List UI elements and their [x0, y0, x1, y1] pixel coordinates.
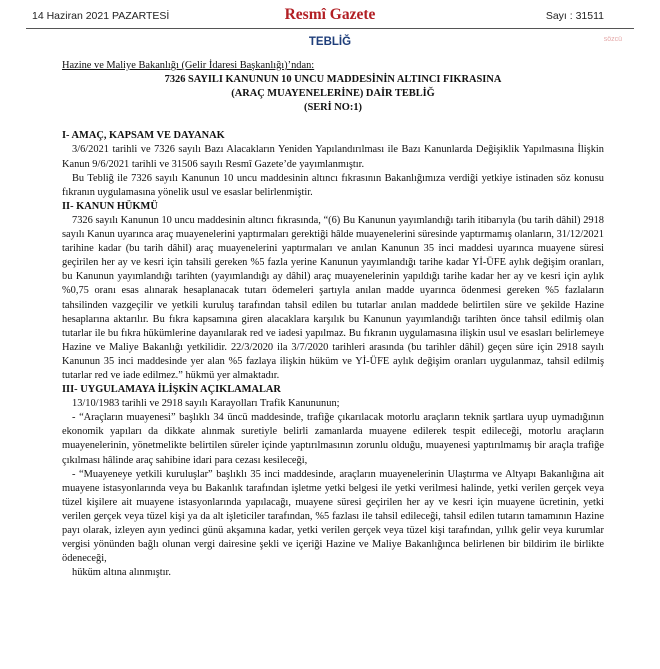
gazette-header	[0, 6, 660, 28]
paragraph: - “Araçların muayenesi” başlıklı 34 üncü maddesinde, trafiğe çıkarılacak motorlu araçların teknik şartlara uyup uymadığının ekonomik yapıları da dikkate alınmak suretiyle belirli zamanlarda muayene edilerek tespit edileceği, motorlu araçların muayenelerinin, yönetmelikte belirtilen süreler içinde yaptırılmasının zorunlu olduğu, muayenesi yaptırılmamış bir araçla trafiğe çıkılması hâlinde araç sahibine idari para cezası kesileceği,	[62, 412, 604, 466]
document-title	[62, 73, 604, 115]
gazette-title: Resmî Gazete	[284, 6, 376, 23]
document-type: TEBLİĞ	[308, 36, 352, 48]
issue-date: 14 Haziran 2021 PAZARTESİ	[32, 10, 170, 22]
section-heading-3: III- UYGULAMAYA İLİŞKİN AÇIKLAMALAR	[62, 384, 281, 396]
title-line-2: (ARAÇ MUAYENELERİNE) DAİR TEBLİĞ	[231, 88, 435, 100]
document-body	[62, 59, 604, 580]
title-line-3: (SERİ NO:1)	[303, 102, 363, 114]
section-heading-2: II- KANUN HÜKMÜ	[62, 200, 158, 212]
paragraph: hüküm altına alınmıştır.	[72, 567, 171, 579]
paragraph: 3/6/2021 tarihli ve 7326 sayılı Bazı Alacakların Yeniden Yapılandırılması ile Bazı Kanunlarda Değişiklik Yapılmasına İlişkin Kanun 9/6/2021 tarihli ve 31506 sayılı Resmî Gazete’de yayımlanmıştır.	[62, 144, 604, 170]
paragraph: 13/10/1983 tarihli ve 2918 sayılı Karayolları Trafik Kanununun;	[72, 398, 340, 410]
watermark: sözcü	[603, 36, 622, 43]
paragraph: 7326 sayılı Kanunun 10 uncu maddesinin altıncı fıkrasında, “(6) Bu Kanunun yayımlandığı tarih itibarıyla (bu tarih dâhil) 2918 sayılı Kanun uyarınca araç muayenelerini yaptırmaları gerektiği hâlde muayenelerini süresinde yaptırmamış olanların, 31/12/2021 tarihine kadar (bu tarih dâhil) araç muayenelerini yaptırmaları ve anılan Kanunun 35 inci maddesi uyarınca muayene süresi geçirilen her ay ve kesri için tahsili gereken %5 fazla yerine Kanunun yayımlandığı tarihe kadar Yİ-ÜFE aylık değişim oranları, bu Kanunun yayımlandığı tarihten (yayımlandığı ay dâhil) araç muayenelerinin yapıldığı tarihe kadar her ay ve kesri için aylık %0,75 oranı esas alınarak hesaplanacak tutarı ödemeleri şartıyla anılan madde uyarınca ödenmesi gereken %5 fazlaların tahsilinden vazgeçilir ve yetkili kuruluş tarafından tahsil edilen bu tutarlar anılan maddede belirtilen süre ve şekilde Hazine hesaplarına aktarılır. Bu fıkra kapsamına giren alacaklara karşılık bu Kanunun yayımlandığı tarihten önce tahsil edilmiş olan tutarlar ile bu fıkra hükümlerine dayanılarak red ve iadesi yapılmaz. Bu fıkranın uygulamasına ilişkin usul ve esasları belirlemeye Hazine ve Maliye Bakanlığı yetkilidir. 22/3/2020 ila 3/7/2020 tarihleri arasında (bu tarihler dâhil) geçen süre için 2918 sayılı Kanunun 35 inci maddesinde yer alan %5 fazlaya ilişkin hüküm ve Yİ-ÜFE aylık değişim oranları uygulanmaz, tahsil edilmiş tutarlar red ve iade edilmez.” hükmü yer almaktadır.	[62, 214, 604, 381]
title-line-1: 7326 SAYILI KANUNUN 10 UNCU MADDESİNİN ALTINCI FIKRASINA	[164, 74, 502, 86]
header-rule	[26, 28, 634, 29]
issue-number: Sayı : 31511	[545, 10, 604, 22]
paragraph: - “Muayeneye yetkili kuruluşlar” başlıklı 35 inci maddesinde, araçların muayenelerinin Ulaştırma ve Altyapı Bakanlığına ait muayene istasyonlarında veya bu Bakanlık tarafından işletme yetki belgesi ile yetki verilmesi halinde, yetki verilen gerçek veya tüzel kişilere ait muayene istasyonlarında yapılacağı, muayene süresi geçirilen her ay ve kesri için muayene ücretinin, yetki verilen gerçek veya tüzel kişi ya da alt işleticiler tarafından, %5 fazlası ile tahsil edileceği, tahsil edilen tutarın tamamının Hazine payı olarak, izleyen ayın yedinci günü akşamına kadar, yetki verilen gerçek veya tüzel kişi tarafından, yıllık gelir veya kurumlar vergisi yönünden bağlı olunan vergi dairesine şekli ve içeriği Hazine ve Maliye Bakanlığınca belirlenen bir bildirim ile birlikte ödeneceği,	[62, 468, 604, 565]
section-heading-1: I- AMAÇ, KAPSAM VE DAYANAK	[62, 130, 225, 142]
paragraph: Bu Tebliğ ile 7326 sayılı Kanunun 10 uncu maddesinin altıncı fıkrasının Bakanlığımıza verdiği yetkiye istinaden söz konusu fıkranın uygulamasına yönelik usul ve esaslar belirlenmiştir.	[62, 172, 604, 198]
issuing-authority: Hazine ve Maliye Bakanlığı (Gelir İdaresi Başkanlığı)’ndan:	[62, 60, 315, 71]
